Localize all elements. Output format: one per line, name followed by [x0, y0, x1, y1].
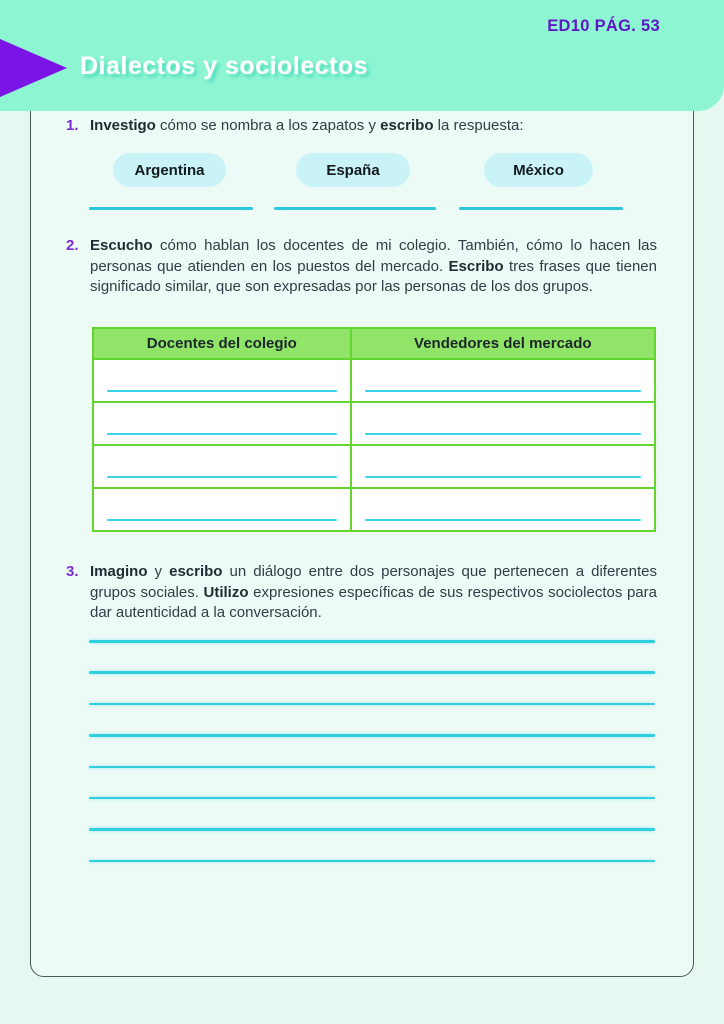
table-row	[93, 488, 655, 531]
answer-line	[89, 703, 655, 706]
table-header-docentes: Docentes del colegio	[93, 328, 351, 359]
answer-line-argentina	[89, 207, 253, 210]
text-segment: y	[147, 563, 170, 580]
country-pill-argentina: Argentina	[113, 153, 226, 187]
table-cell	[351, 445, 655, 488]
country-pill-mexico: México	[484, 153, 593, 187]
text-segment: Imagino	[90, 563, 148, 580]
table-cell	[93, 488, 351, 531]
text-segment: Utilizo	[203, 583, 249, 601]
table-header-vendedores: Vendedores del mercado	[351, 328, 655, 359]
question-2-text	[90, 236, 657, 298]
answer-line	[107, 519, 337, 522]
answer-line	[89, 640, 655, 643]
answer-line	[365, 390, 641, 393]
question-3	[66, 562, 657, 624]
dialogue-writing-lines	[89, 640, 655, 862]
answer-line	[107, 476, 337, 479]
answer-line-espana	[274, 207, 436, 210]
text-segment: Escucho	[90, 237, 153, 254]
answer-line	[107, 390, 337, 393]
text-segment: escribo	[169, 563, 223, 580]
text-segment: expresiones específicas de sus respectivos sociolectos para dar autenticidad a la conversación.	[90, 583, 657, 621]
text-segment: cómo se nombra a los zapatos y	[155, 117, 381, 134]
question-3-text	[90, 562, 657, 624]
page-reference: ED10 PÁG. 53	[547, 17, 660, 35]
question-2-number: 2.	[66, 237, 79, 254]
table-cell	[93, 359, 351, 402]
text-segment: escribo	[380, 117, 434, 134]
answer-line	[89, 828, 655, 831]
answer-line	[89, 860, 655, 863]
table-header-row	[93, 328, 655, 359]
answer-line	[89, 797, 655, 800]
question-1-text	[90, 116, 657, 137]
table-row	[93, 445, 655, 488]
answer-line	[365, 519, 641, 522]
answer-line	[107, 433, 337, 436]
table-cell	[351, 402, 655, 445]
title-banner	[0, 0, 724, 111]
text-segment: Escribo	[448, 257, 504, 275]
table-cell	[351, 359, 655, 402]
question-1	[66, 116, 657, 137]
text-segment: tres frases que tienen significado similar, que son expresadas por las personas de los dos grupos.	[90, 257, 657, 295]
table-row	[93, 359, 655, 402]
arrow-right-icon	[0, 39, 67, 97]
table-row	[93, 402, 655, 445]
question-2	[66, 236, 657, 298]
page-title: Dialectos y sociolectos	[80, 52, 369, 80]
text-segment: cómo hablan los docentes de mi colegio. También, cómo lo hacen las personas que atienden en los puestos del mercado.	[90, 237, 657, 275]
text-segment: Investigo	[90, 117, 156, 134]
comparison-table	[92, 327, 656, 532]
answer-line	[89, 766, 655, 769]
table-cell	[351, 488, 655, 531]
answer-line	[89, 671, 655, 674]
country-pill-espana: España	[296, 153, 410, 187]
text-segment: un diálogo entre dos personajes que pertenecen a diferentes grupos sociales.	[90, 563, 657, 601]
question-3-number: 3.	[66, 563, 79, 580]
answer-line	[365, 433, 641, 436]
answer-line	[365, 476, 641, 479]
table-cell	[93, 402, 351, 445]
answer-line-mexico	[459, 207, 623, 210]
question-1-number: 1.	[66, 117, 79, 134]
table-cell	[93, 445, 351, 488]
text-segment: la respuesta:	[433, 117, 524, 134]
answer-line	[89, 734, 655, 737]
